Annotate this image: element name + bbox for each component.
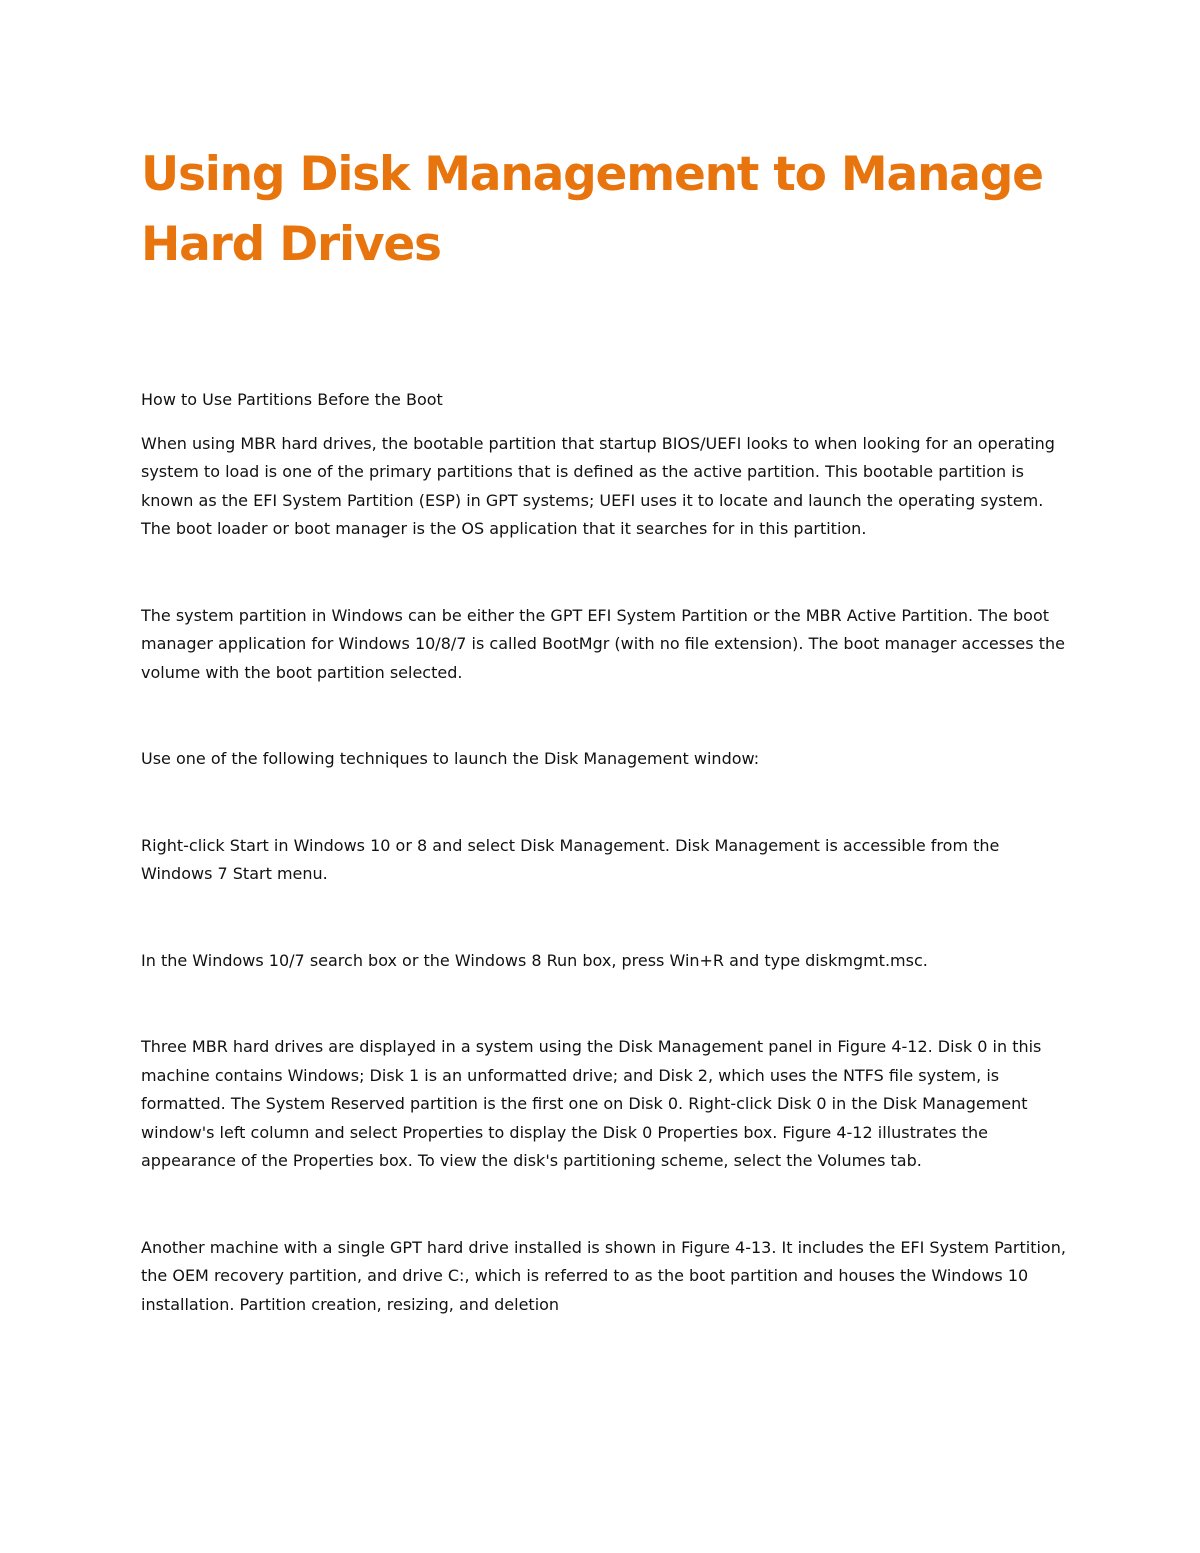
section-subheading: How to Use Partitions Before the Boot — [141, 390, 443, 409]
paragraph-gpt-drive: Another machine with a single GPT hard drive installed is shown in Figure 4-13. It includes the EFI System Partition, the OEM recovery partition, and drive C:, which is referred to as the boot partition and houses the Windows 10 installation. Partition creation, resizing, and deletion — [141, 1237, 1066, 1314]
paragraph-search-box: In the Windows 10/7 search box or the Windows 8 Run box, press Win+R and type diskmgmt.msc. — [141, 950, 928, 970]
paragraph-launch-techniques: Use one of the following techniques to launch the Disk Management window: — [141, 749, 760, 768]
document-title: Using Disk Management to Manage Hard Drives — [141, 147, 1043, 272]
paragraph-system-partition: The system partition in Windows can be either the GPT EFI System Partition or the MBR Active Partition. The boot manager application for Windows 10/8/7 is called BootMgr (with no file extension). The boot manager accesses the volume with the boot partition selected. — [141, 605, 1065, 682]
paragraph-mbr-drives: Three MBR hard drives are displayed in a system using the Disk Management panel in Figure 4-12. Disk 0 in this machine contains Windows; Disk 1 is an unformatted drive; and Disk 2, which uses the NTFS file system, is formatted. The System Reserved partition is the first one on Disk 0. Right-click Disk 0 in the Disk Management window's left column and select Properties to display the Disk 0 Properties box. Figure 4-12 illustrates the appearance of the Properties box. To view the disk's partitioning scheme, select the Volumes tab. — [141, 1037, 1042, 1170]
document-page — [141, 140, 1071, 1319]
paragraph-right-click-start: Right-click Start in Windows 10 or 8 and select Disk Management. Disk Management is accessible from the Windows 7 Start menu. — [141, 835, 1000, 883]
paragraph-bootable-partition: When using MBR hard drives, the bootable partition that startup BIOS/UEFI looks to when looking for an operating system to load is one of the primary partitions that is defined as the active partition. This bootable partition is known as the EFI System Partition (ESP) in GPT systems; UEFI uses it to locate and launch the operating system. The boot loader or boot manager is the OS application that it searches for in this partition. — [141, 433, 1055, 538]
